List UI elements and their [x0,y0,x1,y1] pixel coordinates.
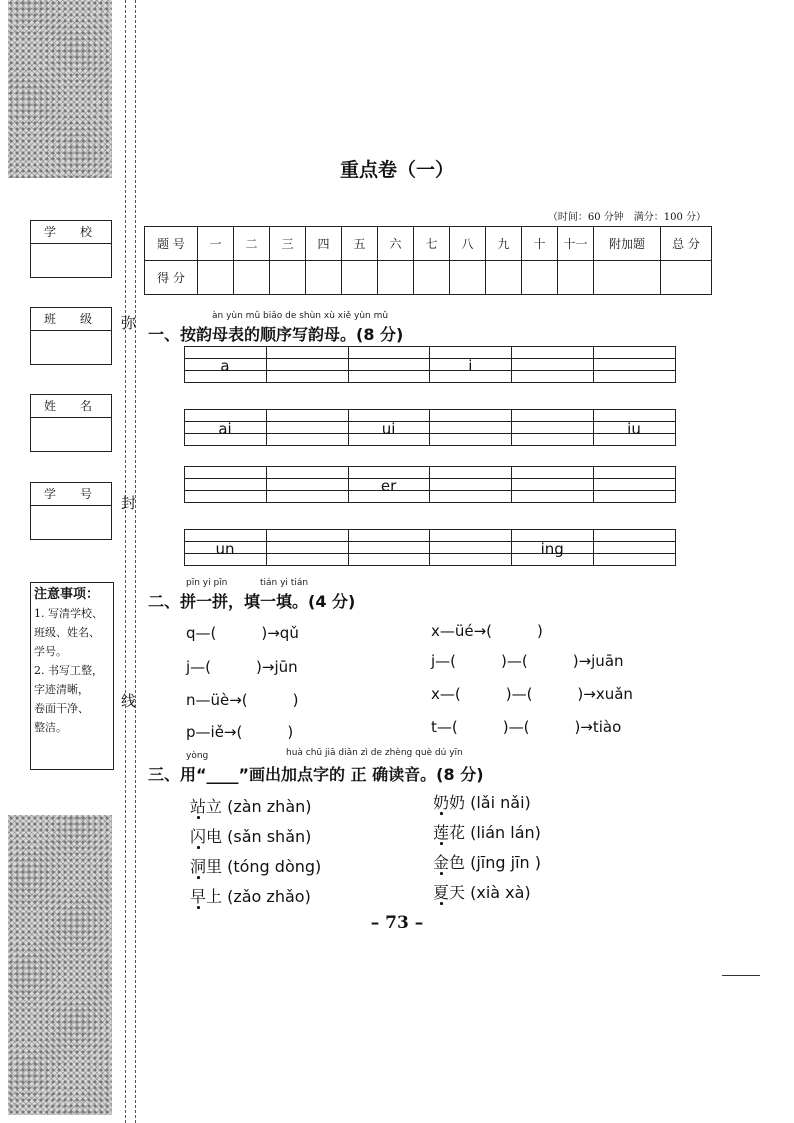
notice-line: 整洁。 [34,721,67,734]
writing-band [184,529,675,566]
score-cell[interactable] [234,261,270,295]
score-cell[interactable] [306,261,342,295]
score-cell[interactable] [450,261,486,295]
notice-line: 班级、姓名、 [34,626,100,639]
reading-item [190,824,311,847]
reading-options: (zàn zhàn) [227,797,312,816]
score-cell[interactable] [594,261,661,295]
section2-pinyin-a: pīn yi pīn [186,578,228,588]
final-cell: un [215,540,235,558]
class-label: 班 级 [31,308,111,331]
notice-line: 卷面干净、 [34,702,89,715]
section3-pinyin-yong: yòng [186,751,209,761]
section1-pinyin: àn yùn mǔ biǎo de shùn xù xiě yùn mǔ [212,311,389,321]
reading-word: 莲花 [433,823,466,842]
class-box[interactable] [30,307,112,365]
reading-options: (jīng jīn ) [470,853,541,872]
pinyin-exercise: t—( )—( )→tiào [431,718,622,736]
header-cell: 题 号 [145,227,198,261]
notice-line: 2. 书写工整， [34,664,103,677]
emphasis-dot [197,906,200,909]
reading-item [433,820,541,843]
final-cell: a [220,357,230,375]
seal-char-mi: 弥 [121,314,137,332]
seal-char-feng: 封 [121,494,137,512]
header-cell: 一 [198,227,234,261]
pinyin-exercise: x—üé→( ) [431,622,543,640]
cell-divider [184,466,185,503]
score-cell[interactable] [378,261,414,295]
name-box[interactable] [30,394,112,452]
cell-divider [593,346,594,383]
notice-line: 1. 写清学校、 [34,607,103,620]
reading-item [433,880,531,903]
pinyin-exercise: n—üè→( ) [186,691,299,709]
reading-word: 夏天 [433,883,466,902]
bottom-decorative-pattern [8,815,112,1115]
score-cell[interactable] [342,261,378,295]
header-cell: 七 [414,227,450,261]
notice-line: 学号。 [34,645,67,658]
final-cell: ing [540,540,564,558]
pinyin-exercise: q—( )→qǔ [186,624,299,642]
cell-divider [675,529,676,566]
emphasis-dot [440,902,443,905]
emphasis-dot [197,846,200,849]
cell-divider [266,466,267,503]
cell-divider [348,346,349,383]
header-cell: 九 [486,227,522,261]
reading-word: 闪电 [190,827,223,846]
reading-item [433,850,541,873]
student-id-box[interactable] [30,482,112,540]
score-cell[interactable] [522,261,558,295]
final-cell: er [380,477,397,495]
header-cell: 二 [234,227,270,261]
score-cell[interactable] [661,261,712,295]
pinyin-exercise: x—( )—( )→xuǎn [431,685,633,703]
cell-divider [675,466,676,503]
emphasis-dot [440,812,443,815]
section3-heading: 三、用“____”画出加点字的 正 确读音。(8 分) [148,765,484,784]
name-label: 姓 名 [31,395,111,418]
page-number: – 73 – [370,913,424,933]
reading-item [433,790,531,813]
reading-options: (lǎi nǎi) [470,793,531,812]
score-header-row [145,227,712,261]
score-label-cell: 得 分 [145,261,198,295]
header-cell: 十一 [558,227,594,261]
header-cell: 六 [378,227,414,261]
pinyin-exercise: j—( )—( )→juān [431,652,624,670]
final-cell: iu [627,420,641,438]
writing-band [184,466,675,503]
pinyin-exercise: j—( )→jūn [186,658,298,676]
top-decorative-pattern [8,0,112,178]
header-cell: 总 分 [661,227,712,261]
score-cell[interactable] [198,261,234,295]
cell-divider [511,466,512,503]
reading-options: (sǎn shǎn) [227,827,312,846]
header-cell: 三 [270,227,306,261]
header-cell: 五 [342,227,378,261]
reading-word: 早上 [190,887,223,906]
final-cell: i [468,357,473,375]
school-label: 学 校 [31,221,111,244]
section1-heading: 一、按韵母表的顺序写韵母。(8 分) [148,325,404,344]
reading-word: 金色 [433,853,466,872]
emphasis-dot [197,816,200,819]
cell-divider [593,466,594,503]
notice-line: 字迹清晰， [34,683,89,696]
emphasis-dot [197,876,200,879]
reading-options: (zǎo zhǎo) [227,887,311,906]
reading-word: 洞里 [190,857,223,876]
reading-options: (tóng dòng) [227,857,322,876]
score-cell[interactable] [270,261,306,295]
pinyin-exercise: p—iě→( ) [186,723,294,741]
cell-divider [348,529,349,566]
emphasis-dot [440,842,443,845]
corner-rule [722,975,760,976]
time-info: （时间：60 分钟 满分：100 分） [547,212,706,223]
section2-heading: 二、拼一拼，填一填。(4 分) [148,592,356,611]
score-value-row [145,261,712,295]
reading-options: (lián lán) [470,823,541,842]
score-cell[interactable] [558,261,594,295]
section3-pinyin-rest: huà chū jiā diǎn zì de zhèng què dú yīn [286,748,463,758]
reading-word: 站立 [190,797,223,816]
cell-divider [511,409,512,446]
notice-box [30,582,114,770]
student-id-label: 学 号 [31,483,111,506]
cell-divider [429,529,430,566]
header-cell: 八 [450,227,486,261]
score-cell[interactable] [414,261,450,295]
page-title: 重点卷（一） [339,159,454,181]
final-cell: ai [218,420,232,438]
score-cell[interactable] [486,261,522,295]
reading-item [190,854,321,877]
emphasis-dot [440,872,443,875]
reading-word: 奶奶 [433,793,466,812]
notice-heading: 注意事项： [34,587,100,602]
reading-item [190,794,312,817]
section2-pinyin-b: tián yi tián [260,578,309,588]
reading-item [190,884,311,907]
header-cell: 附加题 [594,227,661,261]
writing-band [184,346,675,383]
seal-char-xian: 线 [121,692,137,710]
header-cell: 十 [522,227,558,261]
reading-options: (xià xà) [470,883,531,902]
writing-band [184,409,675,446]
final-cell: ui [381,420,396,438]
school-box[interactable] [30,220,112,278]
header-cell: 四 [306,227,342,261]
cell-divider [675,346,676,383]
score-table [144,226,712,295]
